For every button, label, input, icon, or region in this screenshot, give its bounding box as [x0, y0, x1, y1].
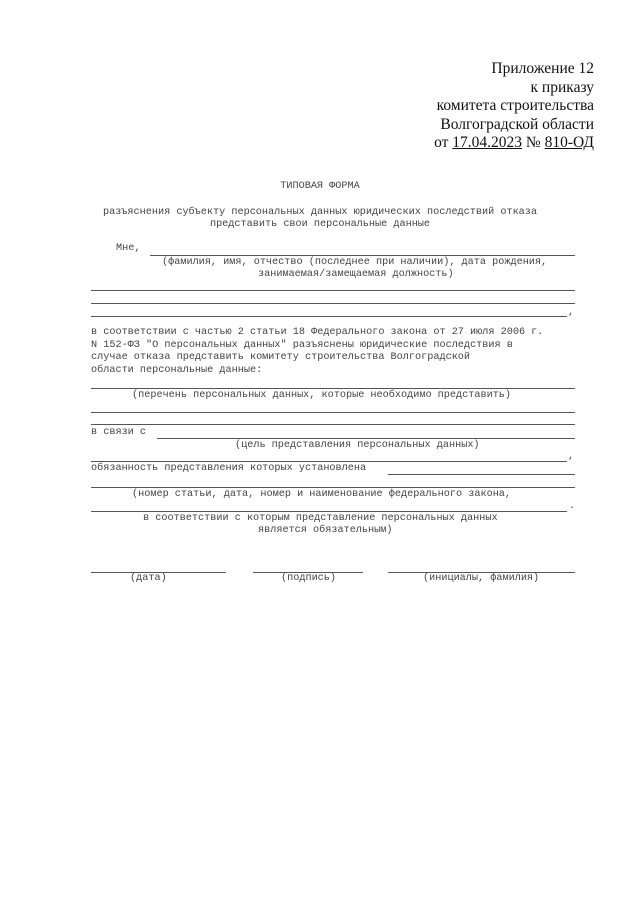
name-field-line-2[interactable] [91, 290, 575, 291]
date-hint: (дата) [130, 573, 167, 584]
name-hint-1: (фамилия, имя, отчество (последнее при наличии), дата рождения, [162, 257, 548, 268]
name-comma: , [568, 307, 575, 318]
header-line-5: от 17.04.2023 № 810-ОД [434, 134, 594, 151]
name-field-line[interactable] [150, 255, 575, 256]
data-list-line-3[interactable] [91, 424, 575, 425]
list-hint: (перечень персональных данных, которые необходимо представить) [132, 390, 512, 401]
statute-hint-2: в соответствии с которым представление персональных данных [143, 513, 498, 524]
statute-period: . [569, 501, 576, 512]
obligation-field-line[interactable] [388, 474, 575, 475]
statute-hint-1: (номер статьи, дата, номер и наименование федерального закона, [132, 489, 512, 500]
law-line-1: в соответствии с частью 2 статьи 18 Федерального закона от 27 июля 2006 г. [91, 327, 544, 338]
to-label: Мне, [116, 243, 141, 254]
header-line-3: комитета строительства [436, 97, 594, 114]
data-list-line-1[interactable] [91, 388, 575, 389]
form-subtitle-1: разъяснения субъекту персональных данных юридических последствий отказа [102, 207, 538, 218]
order-date: 17.04.2023 [452, 134, 523, 151]
purpose-hint: (цель представления персональных данных) [235, 440, 480, 451]
header-line-2: к приказу [530, 78, 594, 96]
form-title: ТИПОВАЯ ФОРМА [280, 181, 360, 192]
initials-hint: (инициалы, фамилия) [423, 573, 540, 584]
name-field-line-3[interactable] [91, 303, 575, 304]
purpose-comma: , [568, 451, 575, 462]
law-line-2: N 152-ФЗ "О персональных данных" разъяснены юридические последствия в [91, 340, 513, 351]
name-field-line-4[interactable] [91, 316, 567, 317]
header-line-1: Приложение 12 [491, 60, 594, 77]
appendix-header [434, 60, 594, 153]
purpose-label: в связи с [91, 427, 147, 438]
obligation-field-line-2[interactable] [91, 487, 575, 488]
order-number: 810-ОД [544, 134, 594, 151]
statute-hint-3: является обязательным) [258, 525, 393, 536]
signature-hint: (подпись) [281, 573, 337, 584]
obligation-field-line-3[interactable] [91, 511, 567, 512]
purpose-field-line-2[interactable] [91, 461, 567, 462]
form-subtitle-2: представить свои персональные данные [209, 219, 431, 230]
data-list-line-2[interactable] [91, 412, 575, 413]
obligation-label: обязанность представления которых установлена [91, 463, 367, 474]
name-hint-2: занимаемая/замещаемая должность) [258, 269, 454, 280]
purpose-field-line[interactable] [157, 438, 575, 439]
law-line-4: области персональные данные: [91, 365, 263, 376]
law-line-3: случае отказа представить комитету строительства Волгоградской [91, 352, 471, 363]
header-line-4: Волгоградской области [440, 115, 594, 133]
